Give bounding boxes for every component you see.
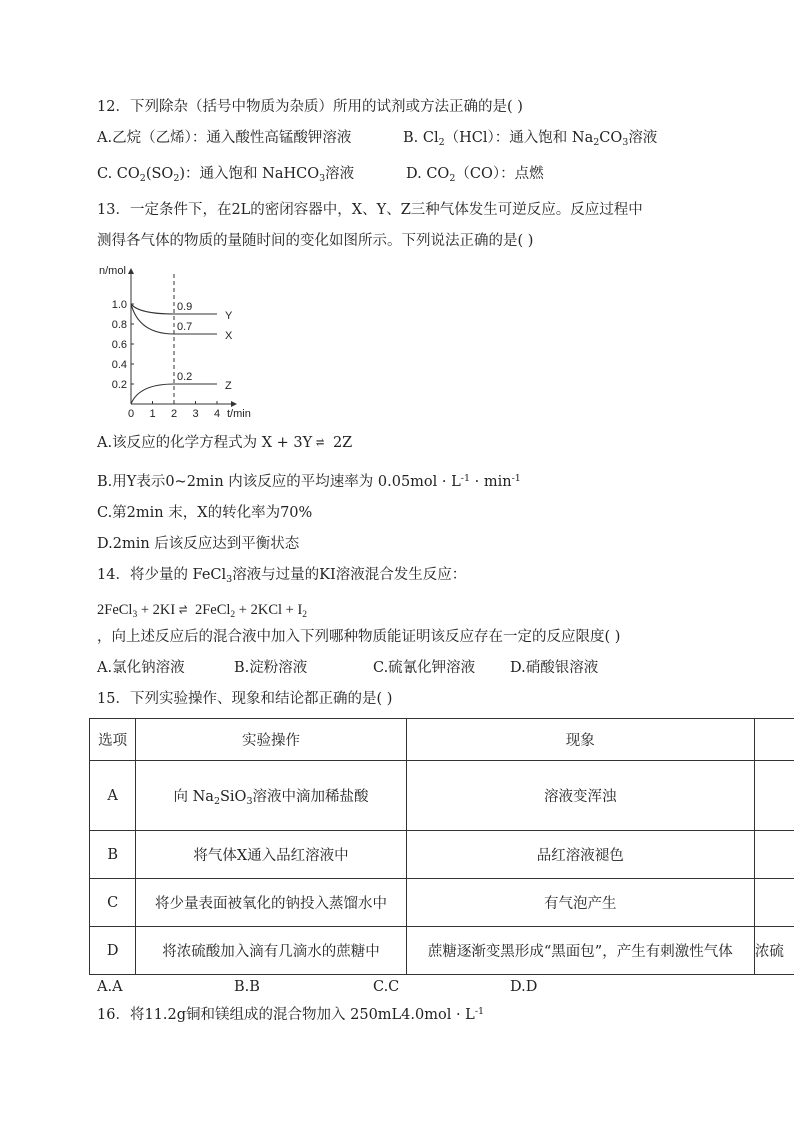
table-row xyxy=(90,831,794,879)
table-cell: 将少量表面被氧化的钠投入蒸馏水中 xyxy=(136,879,406,927)
x-tick-label: 3 xyxy=(192,408,199,420)
q14-option-a: A.氯化钠溶液 xyxy=(97,660,185,676)
q14-option-c: C.硫氰化钾溶液 xyxy=(373,660,476,676)
table-cell: 蔗糖逐渐变黑形成“黑面包”，产生有刺激性气体 xyxy=(406,927,754,975)
y-axis-arrow xyxy=(128,268,134,274)
y-axis-label: n/mol xyxy=(99,265,126,277)
table-cell: 将气体X通入品红溶液中 xyxy=(136,831,406,879)
table-row xyxy=(90,927,794,975)
q13-option-d: D.2min 后该反应达到平衡状态 xyxy=(97,536,300,552)
q15-option-b: B.B xyxy=(234,979,260,995)
q15-stem: 15．下列实验操作、现象和结论都正确的是( ) xyxy=(97,691,393,707)
table-row xyxy=(90,879,794,927)
x-tick-label: 2 xyxy=(170,408,178,420)
table-header-cell xyxy=(754,719,794,761)
q15-option-d: D.D xyxy=(510,979,538,995)
q12-option-c: C. $CO_2(SO_2)$：通入饱和 NaHCO$_3$溶液 xyxy=(97,166,355,184)
table-header-cell: 现象 xyxy=(406,719,754,761)
y-tick-label: 1.0 xyxy=(111,299,127,311)
x-tick-label: 4 xyxy=(213,408,221,420)
table-row xyxy=(90,761,794,831)
table-cell: 浓硫 xyxy=(754,927,794,975)
y-tick-label: 0.2 xyxy=(111,379,127,391)
q14-option-b: B.淀粉溶液 xyxy=(234,660,308,676)
q13-stem-line1: 13．一定条件下，在2L的密闭容器中，X、Y、Z三种气体发生可逆反应。反应过程中 xyxy=(97,202,643,218)
q12-option-b: B. $Cl_2(HCl)$：通入饱和 $Na_2CO_3$溶液 xyxy=(403,130,658,148)
table-cell: 溶液变浑浊 xyxy=(406,761,754,831)
series-x-name-label: X xyxy=(225,330,233,342)
x-axis-arrow xyxy=(231,401,237,407)
q12-stem: 12．下列除杂（括号中物质为杂质）所用的试剂或方法正确的是( ) xyxy=(97,99,523,115)
table-header-row xyxy=(90,719,794,761)
q14-stem: 14．将少量的 FeCl$_3$溶液与过量的KI溶液混合发生反应： xyxy=(97,567,467,585)
q15-option-a: A.A xyxy=(97,979,123,995)
q16-stem: 16．将11.2g铜和镁组成的混合物加入 $250mL4.0mol \cdot L^{-1}$ xyxy=(97,1006,485,1023)
q15-option-c: C.C xyxy=(373,979,400,995)
series-z-name-label: Z xyxy=(225,380,232,392)
series-y-value-label: 0.9 xyxy=(177,301,193,313)
q14-option-d: D.硝酸银溶液 xyxy=(510,660,599,676)
q15-table xyxy=(89,718,794,975)
table-cell: 品红溶液褪色 xyxy=(406,831,754,879)
table-cell: 向 $Na_2SiO_3$溶液中滴加稀盐酸 xyxy=(136,761,406,831)
series-y-name-label: Y xyxy=(225,310,233,322)
y-tick-label: 0.6 xyxy=(111,339,127,351)
x-tick-label: 0 xyxy=(127,408,135,420)
table-cell: B xyxy=(90,831,136,879)
table-header-cell: 选项 xyxy=(90,719,136,761)
table-header-cell: 实验操作 xyxy=(136,719,406,761)
table-cell: A xyxy=(90,761,136,831)
y-tick-label: 0.8 xyxy=(111,319,127,331)
table-cell xyxy=(754,879,794,927)
table-cell xyxy=(754,761,794,831)
x-axis-label: t/min xyxy=(227,408,251,420)
table-cell: D xyxy=(90,927,136,975)
q13-option-b: B.用Y表示0~2min 内该反应的平均速率为 $0.05mol \cdot L^{-1} \cdot \min^{-1}$ xyxy=(97,473,521,490)
series-x-value-label: 0.7 xyxy=(177,321,193,333)
table-cell: 有气泡产生 xyxy=(406,879,754,927)
table-cell xyxy=(754,831,794,879)
q14-equation: 2FeCl$_3$ + 2KI ⇌ 2FeCl$_2$ + $2KCl + I_2$ xyxy=(97,602,308,620)
y-tick-label: 0.4 xyxy=(111,359,127,371)
series-z-value-label: 0.2 xyxy=(177,371,193,383)
q12-option-a: A.乙烷（乙烯）：通入酸性高锰酸钾溶液 xyxy=(97,130,352,146)
q13-stem-line2: 测得各气体的物质的量随时间的变化如图所示。下列说法正确的是( ) xyxy=(97,233,534,249)
q12-option-d: D. $CO_2(CO)$：点燃 xyxy=(406,166,544,184)
q13-option-a: A.该反应的化学方程式为 X + 3Y ⇌ 2Z xyxy=(97,435,353,451)
table-cell: 将浓硫酸加入滴有几滴水的蔗糖中 xyxy=(136,927,406,975)
x-tick-label: 1 xyxy=(149,408,156,420)
table-cell: C xyxy=(90,879,136,927)
q14-stem-line2: ，向上述反应后的混合液中加入下列哪种物质能证明该反应存在一定的反应限度( ) xyxy=(97,629,621,645)
q13-option-c: C.第2min 末，X的转化率为70% xyxy=(97,505,313,521)
q13-chart xyxy=(95,262,275,420)
